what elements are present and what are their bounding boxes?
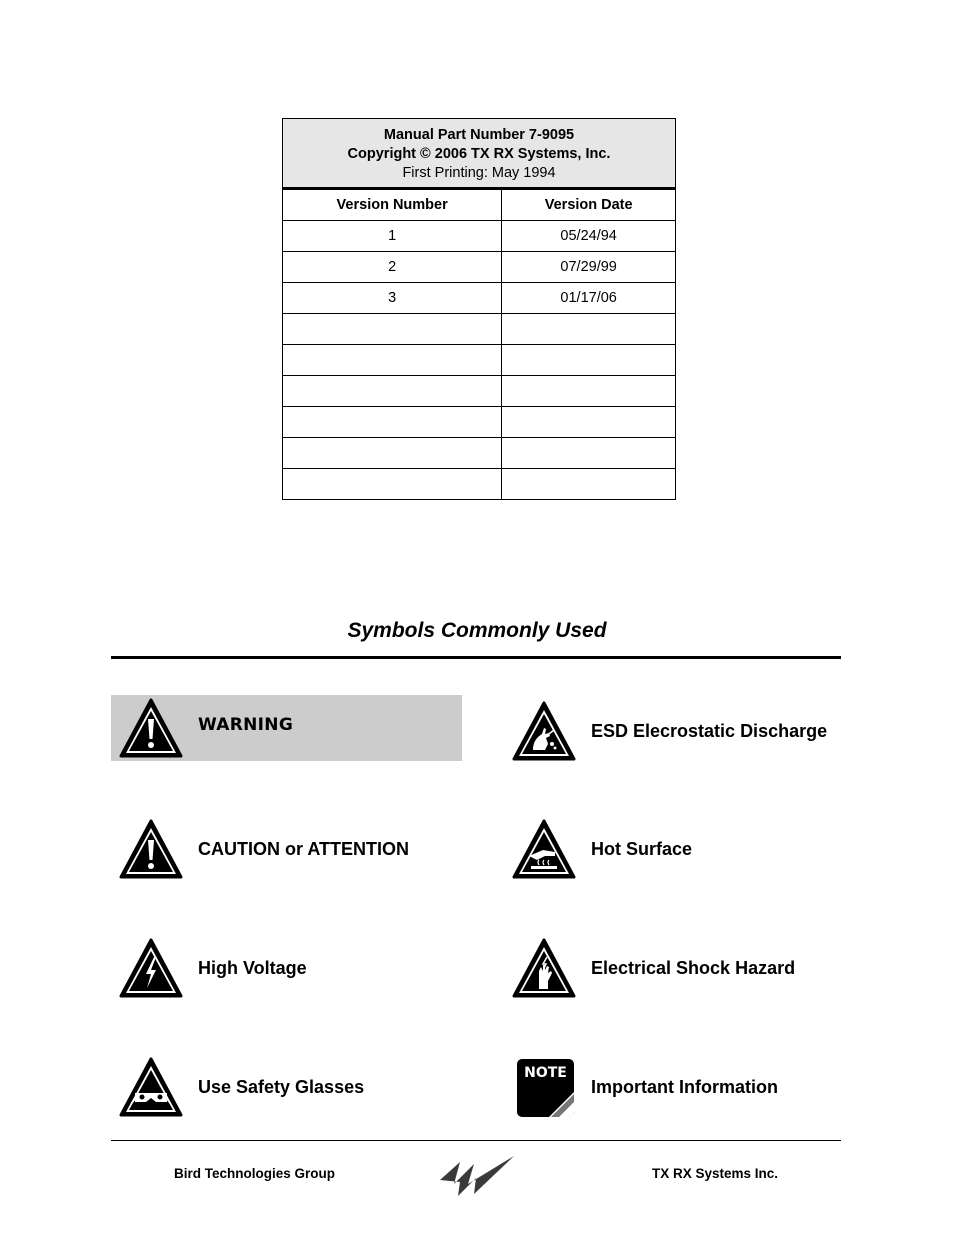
manual-part-number: Manual Part Number 7-9095 bbox=[383, 126, 575, 143]
table-row bbox=[283, 314, 676, 345]
divider bbox=[111, 656, 841, 659]
table-cell bbox=[283, 314, 502, 345]
table-cell: 05/24/94 bbox=[502, 221, 676, 252]
symbol-high-voltage bbox=[118, 935, 307, 1001]
table-cell bbox=[502, 314, 676, 345]
column-header-version-date: Version Date bbox=[502, 189, 676, 221]
section-title: Symbols Commonly Used bbox=[347, 619, 607, 642]
table-row bbox=[283, 376, 676, 407]
shock-hand-icon bbox=[511, 937, 577, 999]
table-cell bbox=[283, 376, 502, 407]
esd-hand-icon bbox=[511, 700, 577, 762]
safety-glasses-icon bbox=[118, 1056, 184, 1118]
table-cell bbox=[283, 469, 502, 500]
symbol-caution bbox=[118, 816, 409, 882]
symbol-important-information bbox=[511, 1054, 778, 1120]
warning-exclamation-icon bbox=[118, 697, 184, 759]
symbol-label: High Voltage bbox=[198, 957, 307, 978]
table-row bbox=[283, 438, 676, 469]
symbol-warning bbox=[111, 695, 462, 761]
symbol-label: ESD Elecrostatic Discharge bbox=[591, 720, 828, 741]
footer-right-text: TX RX Systems Inc. bbox=[652, 1166, 779, 1181]
table-cell: 1 bbox=[283, 221, 502, 252]
symbol-label: Important Information bbox=[591, 1076, 778, 1097]
symbol-label: Use Safety Glasses bbox=[198, 1076, 365, 1097]
table-cell bbox=[502, 407, 676, 438]
symbol-shock-hazard bbox=[511, 935, 795, 1001]
note-icon bbox=[511, 1056, 577, 1118]
table-cell: 3 bbox=[283, 283, 502, 314]
hot-surface-icon bbox=[511, 818, 577, 880]
table-cell: 07/29/99 bbox=[502, 252, 676, 283]
symbol-safety-glasses bbox=[118, 1054, 364, 1120]
symbol-label: CAUTION or ATTENTION bbox=[198, 838, 409, 859]
symbol-label: WARNING bbox=[198, 715, 294, 735]
footer-left-text: Bird Technologies Group bbox=[174, 1166, 336, 1181]
column-header-version-number: Version Number bbox=[283, 189, 502, 221]
table-row bbox=[283, 469, 676, 500]
symbol-label: Electrical Shock Hazard bbox=[591, 957, 796, 978]
table-row bbox=[283, 345, 676, 376]
table-cell bbox=[502, 469, 676, 500]
table-header-row bbox=[283, 189, 676, 221]
manual-info-header bbox=[283, 119, 676, 189]
copyright-line: Copyright © 2006 TX RX Systems, Inc. bbox=[347, 145, 611, 162]
note-icon-text: NOTE bbox=[524, 1065, 567, 1081]
bird-logo-icon bbox=[438, 1154, 518, 1198]
table-cell bbox=[502, 345, 676, 376]
lightning-bolt-icon bbox=[118, 937, 184, 999]
table-row bbox=[283, 407, 676, 438]
footer-divider bbox=[111, 1140, 841, 1141]
first-printing: First Printing: May 1994 bbox=[402, 164, 556, 181]
table-row bbox=[283, 252, 676, 283]
symbol-label: Hot Surface bbox=[591, 838, 693, 859]
symbol-esd bbox=[511, 698, 827, 764]
caution-exclamation-icon bbox=[118, 818, 184, 880]
table-cell bbox=[502, 438, 676, 469]
table-row bbox=[283, 221, 676, 252]
table-cell bbox=[283, 407, 502, 438]
table-cell bbox=[283, 438, 502, 469]
table-cell: 01/17/06 bbox=[502, 283, 676, 314]
table-cell bbox=[502, 376, 676, 407]
version-table bbox=[282, 118, 676, 500]
table-cell bbox=[283, 345, 502, 376]
symbol-hot-surface bbox=[511, 816, 692, 882]
table-cell: 2 bbox=[283, 252, 502, 283]
table-row bbox=[283, 283, 676, 314]
